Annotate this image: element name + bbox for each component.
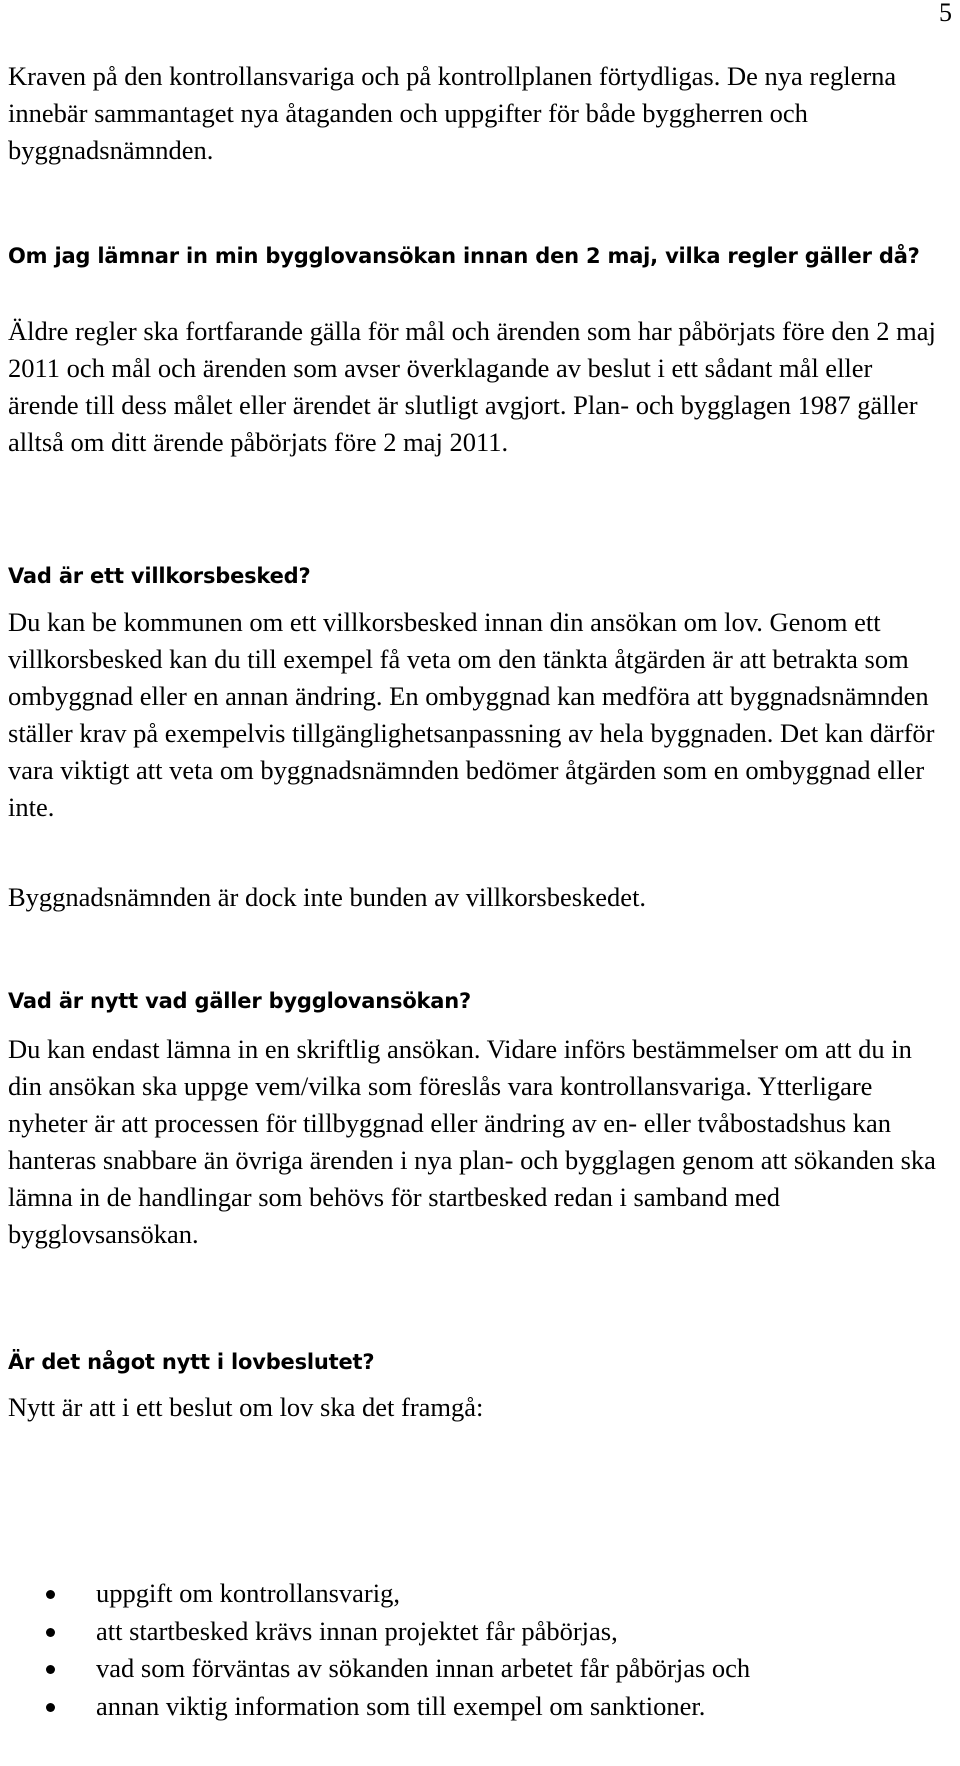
bullet-icon: [46, 1665, 55, 1674]
section-heading-bygglovansokan: Vad är nytt vad gäller bygglovansökan?: [8, 989, 472, 1013]
section-heading-lovbeslutet: Är det något nytt i lovbeslutet?: [8, 1350, 375, 1374]
bullet-icon: [46, 1703, 55, 1712]
page-number: 5: [939, 0, 952, 27]
paragraph-villkorsbesked-note: Byggnadsnämnden är dock inte bunden av villkorsbeskedet.: [8, 882, 647, 912]
list-item-text: annan viktig information som till exempel om sanktioner.: [96, 1690, 706, 1721]
section-heading-old-rules: Om jag lämnar in min bygglovansökan innan den 2 maj, vilka regler gäller då?: [8, 244, 920, 268]
list-item-text: att startbesked krävs innan projektet får påbörjas,: [96, 1615, 618, 1646]
bullet-icon: [46, 1628, 55, 1637]
list-item: [8, 1575, 750, 1613]
intro-paragraph: Kraven på den kontrollansvariga och på kontrollplanen förtydligas. De nya reglerna innebär sammantaget nya åtaganden och uppgifter för både byggherren och byggnadsnämnden.: [8, 61, 897, 165]
paragraph-villkorsbesked: Du kan be kommunen om ett villkorsbesked innan din ansökan om lov. Genom ett villkorsbesked kan du till exempel få veta om den tänkta åtgärden är att betrakta som ombyggnad eller en annan ändring. En ombyggnad kan medföra att byggnadsnämnden ställer krav på exempelvis tillgänglighetsanpassning av hela byggnaden. Det kan därför vara viktigt att veta om byggnadsnämnden bedömer åtgärden som en ombyggnad eller inte.: [8, 607, 935, 822]
lovbeslut-bullet-list: [8, 1575, 750, 1725]
list-item: [8, 1650, 750, 1688]
list-item-text: uppgift om kontrollansvarig,: [96, 1578, 400, 1608]
section-heading-villkorsbesked: Vad är ett villkorsbesked?: [8, 564, 311, 588]
list-item: [8, 1613, 750, 1651]
paragraph-bygglovansokan: Du kan endast lämna in en skriftlig ansökan. Vidare införs bestämmelser om att du in din ansökan ska uppge vem/vilka som föreslås vara kontrollansvariga. Ytterligare nyheter är att processen för tillbyggnad eller ändring av en- eller tvåbostadshus kan hanteras snabbare än övriga ärenden i nya plan- och bygglagen genom att sökanden ska lämna in de handlingar som behövs för startbesked redan i samband med bygglovsansökan.: [8, 1034, 936, 1249]
paragraph-old-rules: Äldre regler ska fortfarande gälla för mål och ärenden som har påbörjats före den 2 maj 2011 och mål och ärenden som avser överklagande av beslut i ett sådant mål eller ärende till dess målet eller ärendet är slutligt avgjort. Plan- och bygglagen 1987 gäller alltså om ditt ärende påbörjats före 2 maj 2011.: [8, 316, 936, 457]
list-item: [8, 1688, 750, 1726]
paragraph-lovbeslutet: Nytt är att i ett beslut om lov ska det framgå:: [8, 1392, 484, 1422]
list-item-text: vad som förväntas av sökanden innan arbetet får påbörjas och: [96, 1653, 751, 1683]
bullet-icon: [46, 1590, 55, 1599]
